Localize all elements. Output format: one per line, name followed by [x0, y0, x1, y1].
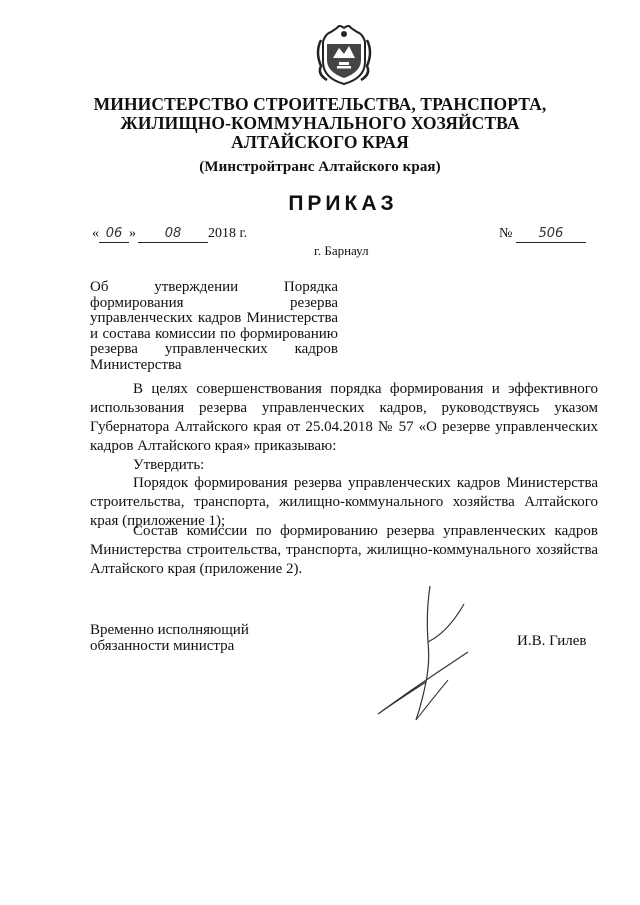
position-line-1: Временно исполняющий — [90, 622, 249, 638]
document-title: ПРИКАЗ — [288, 192, 398, 215]
body-intro: В целях совершенствования порядка формирования и эффективного использования резерва управленческих кадров, руководствуясь указом Губернатора Алтайского края от 25.04.2018 № 57 «О резерве управленческих кадров Алтайского края» приказываю: — [90, 381, 598, 454]
date-day: 06 — [99, 226, 129, 243]
ministry-name-line-1: МИНИСТЕРСТВО СТРОИТЕЛЬСТВА, ТРАНСПОРТА, — [93, 94, 547, 114]
signatory-position — [90, 622, 249, 654]
date-close-quote: » — [129, 226, 136, 241]
body-approve: Утвердить: — [133, 457, 205, 473]
coat-of-arms-icon — [313, 22, 375, 88]
body-item-2: Состав комиссии по формированию резерва управленческих кадров Министерства строительства, транспорта, жилищно-коммунального хозяйства Алтайского края (приложение 2). — [90, 523, 598, 577]
number-value: 506 — [516, 226, 586, 243]
city: г. Барнаул — [314, 243, 369, 258]
order-date — [92, 226, 247, 243]
signatory-name: И.В. Гилев — [517, 633, 587, 649]
date-open-quote: « — [92, 226, 99, 241]
date-year: 2018 г. — [208, 226, 248, 241]
handwritten-signature-icon — [368, 582, 478, 727]
order-number — [499, 226, 586, 243]
number-label: № — [499, 226, 513, 241]
ministry-name-line-2: ЖИЛИЩНО-КОММУНАЛЬНОГО ХОЗЯЙСТВА — [120, 113, 520, 133]
ministry-name-line-3: АЛТАЙСКОГО КРАЯ — [231, 132, 409, 152]
position-line-2: обязанности министра — [90, 638, 235, 654]
order-subject: Об утверждении Порядка формирования резерва управленческих кадров Министерства и состава комиссии по формированию резерва управленческих кадров Министерства — [90, 279, 338, 373]
date-month: 08 — [138, 226, 208, 243]
ministry-short-name: (Минстройтранс Алтайского края) — [199, 159, 441, 175]
body-item-1: Порядок формирования резерва управленческих кадров Министерства строительства, транспорта, жилищно-коммунального хозяйства Алтайского края (приложение 1); — [90, 475, 598, 529]
